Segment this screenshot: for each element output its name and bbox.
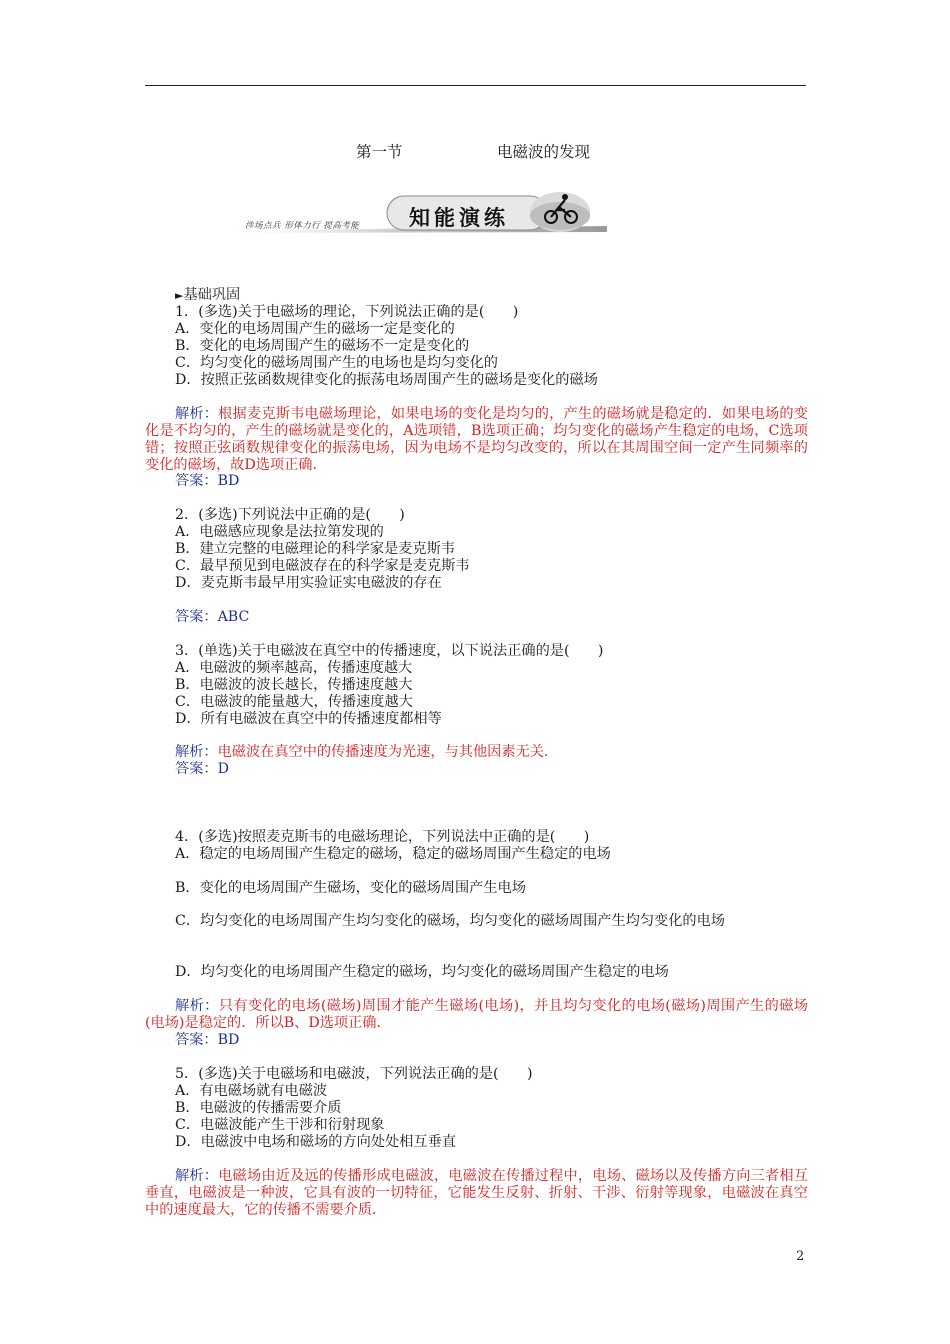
header-rule <box>145 85 806 86</box>
q5-option-b: B．电磁波的传播需要介质 <box>175 1100 342 1116</box>
triangle-bullet-icon: ► <box>175 289 184 302</box>
q4-option-c: C．均匀变化的电场周围产生均匀变化的磁场，均匀变化的磁场周围产生均匀变化的电场 <box>175 913 725 929</box>
section-heading <box>175 287 240 304</box>
q4-option-a: A．稳定的电场周围产生稳定的磁场，稳定的磁场周围产生稳定的电场 <box>175 846 611 862</box>
section-number: 第一节 <box>356 143 403 161</box>
q3-option-b: B．电磁波的波长越长，传播速度越大 <box>175 677 413 693</box>
q2-answer: 答案：ABC <box>175 609 250 625</box>
q4-answer: 答案：BD <box>175 1032 240 1048</box>
q3-option-c: C．电磁波的能量越大，传播速度越大 <box>175 694 413 710</box>
q3-explanation-label: 解析： <box>175 744 218 760</box>
q1-explanation-label: 解析： <box>175 406 219 422</box>
q1-option-c: C．均匀变化的磁场周围产生的电场也是均匀变化的 <box>175 355 498 371</box>
q5-option-d: D．电磁波中电场和磁场的方向处处相互垂直 <box>175 1134 456 1150</box>
q1-explanation-text: 根据麦克斯韦电磁场理论，如果电场的变化是均匀的，产生的磁场就是稳定的．如果电场的变化是不均匀的，产生的磁场就是变化的，A选项错，B选项正确；均匀变化的磁场产生稳定的电场，C选项错；按照正弦函数规律变化的振荡电场，因为电场不是均匀改变的，所以在其周围空间一定产生同频率的变化的磁场，故D选项正确． <box>145 406 808 473</box>
page-number: 2 <box>796 1249 805 1264</box>
page-title: 电磁波的发现 <box>497 143 591 161</box>
banner-title: 知能演练 <box>409 206 509 230</box>
section-heading-text: 基础巩固 <box>183 287 241 303</box>
q5-explanation-text: 电磁场由近及远的传播形成电磁波，电磁波在传播过程中，电场、磁场以及传播方向三者相互垂直，电磁波是一种波，它具有波的一切特征，它能发生反射、折射、干涉、衍射等现象，电磁波在真空中的速度最大，它的传播不需要介质． <box>145 1168 808 1218</box>
q2-option-c: C．最早预见到电磁波存在的科学家是麦克斯韦 <box>175 558 470 574</box>
q1-option-b: B．变化的电场周围产生的磁场不一定是变化的 <box>175 338 470 354</box>
q3-option-d: D．所有电磁波在真空中的传播速度都相等 <box>175 711 442 727</box>
q3-answer: 答案：D <box>175 761 229 777</box>
q4-explanation-text: 只有变化的电场(磁场)周围才能产生磁场(电场)，并且均匀变化的电场(磁场)周围产生的磁场(电场)是稳定的．所以B、D选项正确． <box>145 998 808 1031</box>
q4-option-b: B．变化的电场周围产生磁场，变化的磁场周围产生电场 <box>175 880 526 896</box>
q5-option-a: A．有电磁场就有电磁波 <box>175 1083 328 1099</box>
cyclist-icon <box>541 192 581 228</box>
q4-explanation <box>145 998 808 1032</box>
q1-stem: 1．(多选)关于电磁场的理论，下列说法正确的是( ) <box>175 304 519 320</box>
q2-stem: 2．(多选)下列说法中正确的是( ) <box>175 507 405 523</box>
q1-option-a: A．变化的电场周围产生的磁场一定是变化的 <box>175 321 455 337</box>
q5-stem: 5．(多选)关于电磁场和电磁波，下列说法正确的是( ) <box>175 1066 533 1082</box>
q4-explanation-label: 解析： <box>175 998 219 1014</box>
q3-explanation-text: 电磁波在真空中的传播速度为光速，与其他因素无关． <box>217 744 559 760</box>
q5-explanation-label: 解析： <box>175 1168 219 1184</box>
q3-stem: 3．(单选)关于电磁波在真空中的传播速度，以下说法正确的是( ) <box>175 643 604 659</box>
q2-option-d: D．麦克斯韦最早用实验证实电磁波的存在 <box>175 575 442 591</box>
q1-option-d: D．按照正弦函数规律变化的振荡电场周围产生的磁场是变化的磁场 <box>175 372 598 388</box>
q2-option-b: B．建立完整的电磁理论的科学家是麦克斯韦 <box>175 541 455 557</box>
q4-stem: 4．(多选)按照麦克斯韦的电磁场理论，下列说法中正确的是( ) <box>175 829 590 845</box>
q1-answer: 答案：BD <box>175 473 240 489</box>
q2-option-a: A．电磁感应现象是法拉第发现的 <box>175 524 384 540</box>
q5-option-c: C．电磁波能产生干涉和衍射现象 <box>175 1117 385 1133</box>
practice-banner <box>177 186 607 236</box>
q3-explanation <box>175 744 558 761</box>
q4-option-d: D．均匀变化的电场周围产生稳定的磁场，均匀变化的磁场周围产生稳定的电场 <box>175 964 669 980</box>
banner-slogan: 涉场点兵 形体力行 提高考能 <box>245 221 360 231</box>
q3-option-a: A．电磁波的频率越高，传播速度越大 <box>175 660 413 676</box>
q5-explanation <box>145 1168 808 1219</box>
q1-explanation <box>145 406 808 474</box>
